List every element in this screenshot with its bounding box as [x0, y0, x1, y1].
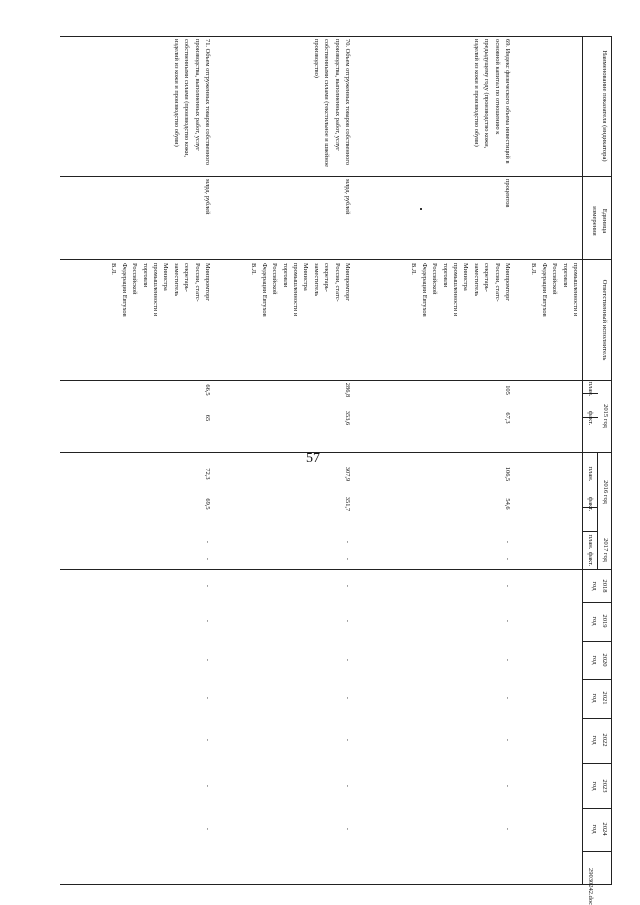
value-2016-fact: 54,6	[504, 498, 511, 510]
value-2024: -	[504, 827, 511, 831]
header-2015: 2015 год	[602, 404, 609, 428]
value-2022: -	[204, 738, 211, 742]
value-2015-plan: 66,5	[204, 384, 211, 396]
header-unit: Единица измерения	[591, 206, 608, 236]
value-2016-plan: 72,3	[204, 468, 211, 480]
value-2023: -	[204, 784, 211, 788]
value-2017-fact: -	[344, 557, 351, 561]
value-2018: -	[204, 584, 211, 588]
indicator-table	[60, 36, 612, 884]
header-2016-plan: план.	[587, 466, 594, 482]
indicator-unit: млрд. рублей	[344, 179, 351, 215]
value-2016-plan: 106,5	[504, 466, 511, 482]
value-2017-plan: -	[344, 540, 351, 544]
header-2021: 2021 год	[591, 691, 608, 705]
header-2016-fact: факт.	[587, 496, 594, 512]
header-2024: 2024 год	[591, 822, 608, 836]
indicator-responsible: Минпромторг России, статс-секретарь-заместитель Министра промышленности и торговли Российской Федерации Евтухов В.Л.	[110, 263, 211, 317]
table-row	[362, 36, 512, 884]
value-2019: -	[504, 619, 511, 623]
value-2017-plan: -	[204, 540, 211, 544]
value-2020: -	[504, 658, 511, 662]
header-2023: 2023 год	[591, 779, 608, 793]
value-2024: -	[344, 827, 351, 831]
value-2016-fact: 69,5	[204, 498, 211, 510]
header-2018: 2018 год	[591, 579, 608, 593]
value-2015-fact: 353,6	[344, 410, 351, 426]
value-2016-fact: 351,7	[344, 496, 351, 512]
header-2019: 2019 год	[591, 614, 608, 628]
indicator-responsible: Минпромторг России, статс-секретарь-заместитель Министра промышленности и торговли Российской Федерации Евтухов В.Л.	[250, 263, 351, 317]
indicator-unit: млрд. рублей	[204, 179, 211, 215]
value-2017-fact: -	[504, 557, 511, 561]
value-2020: -	[204, 658, 211, 662]
value-2023: -	[344, 784, 351, 788]
value-2017-plan: -	[504, 540, 511, 544]
value-2021: -	[344, 696, 351, 700]
value-2018: -	[504, 584, 511, 588]
indicator-name: 69. Индекс физического объема инвестиций в основной капитал по отношению к предыдущему году (производство кожи, изделий из кожи и производство обуви)	[472, 39, 511, 164]
continuation-text: промышленности и торговли Российской Федерации Евтухов В.Л.	[530, 263, 579, 317]
value-2023: -	[504, 784, 511, 788]
value-2015-fact: 67,3	[504, 412, 511, 424]
value-2018: -	[344, 584, 351, 588]
header-name: Наименование показателя (индикатора)	[601, 50, 608, 162]
value-2015-plan: 105	[504, 385, 511, 395]
value-2022: -	[344, 738, 351, 742]
header-2017-plan: план.	[587, 534, 594, 550]
indicator-name: 70. Объем отгруженных товаров собственного производства, выполненных работ, услуг собственными силами (текстильное и швейное производство)	[312, 39, 351, 167]
page-number: 57	[306, 451, 320, 466]
indicator-name: 71. Объем отгруженных товаров собственного производства, выполненных работ, услуг собственными силами (производство кожи, изделий из кожи и производство обуви)	[172, 39, 211, 166]
table-row	[202, 36, 352, 884]
value-2022: -	[504, 738, 511, 742]
value-2021: -	[504, 696, 511, 700]
header-2015-fact: факт.	[587, 410, 594, 426]
header-2017: 2017 год	[602, 538, 609, 562]
header-2017-fact: факт.	[587, 551, 594, 567]
header-2022: 2022 год	[591, 733, 608, 747]
table-row	[62, 36, 212, 884]
header-2020: 2020 год	[591, 653, 608, 667]
value-2015-plan: 286,8	[344, 382, 351, 398]
value-2017-fact: -	[204, 557, 211, 561]
value-2019: -	[344, 619, 351, 623]
value-2015-fact: 65	[204, 414, 211, 422]
indicator-responsible: Минпромторг России, статс-секретарь-заместитель Министра промышленности и торговли Российской Федерации Евтухов В.Л.	[410, 263, 511, 317]
value-2020: -	[344, 658, 351, 662]
value-2016-plan: 307,9	[344, 466, 351, 482]
header-2015-plan: план.	[587, 381, 594, 397]
value-2024: -	[204, 827, 211, 831]
header-responsible: Ответственный исполнитель	[601, 279, 608, 361]
value-2021: -	[204, 696, 211, 700]
value-2019: -	[204, 619, 211, 623]
footer-filename: 29030242.doc	[587, 868, 594, 905]
indicator-unit: процентов	[504, 179, 511, 208]
header-2016: 2016 год	[602, 480, 609, 504]
